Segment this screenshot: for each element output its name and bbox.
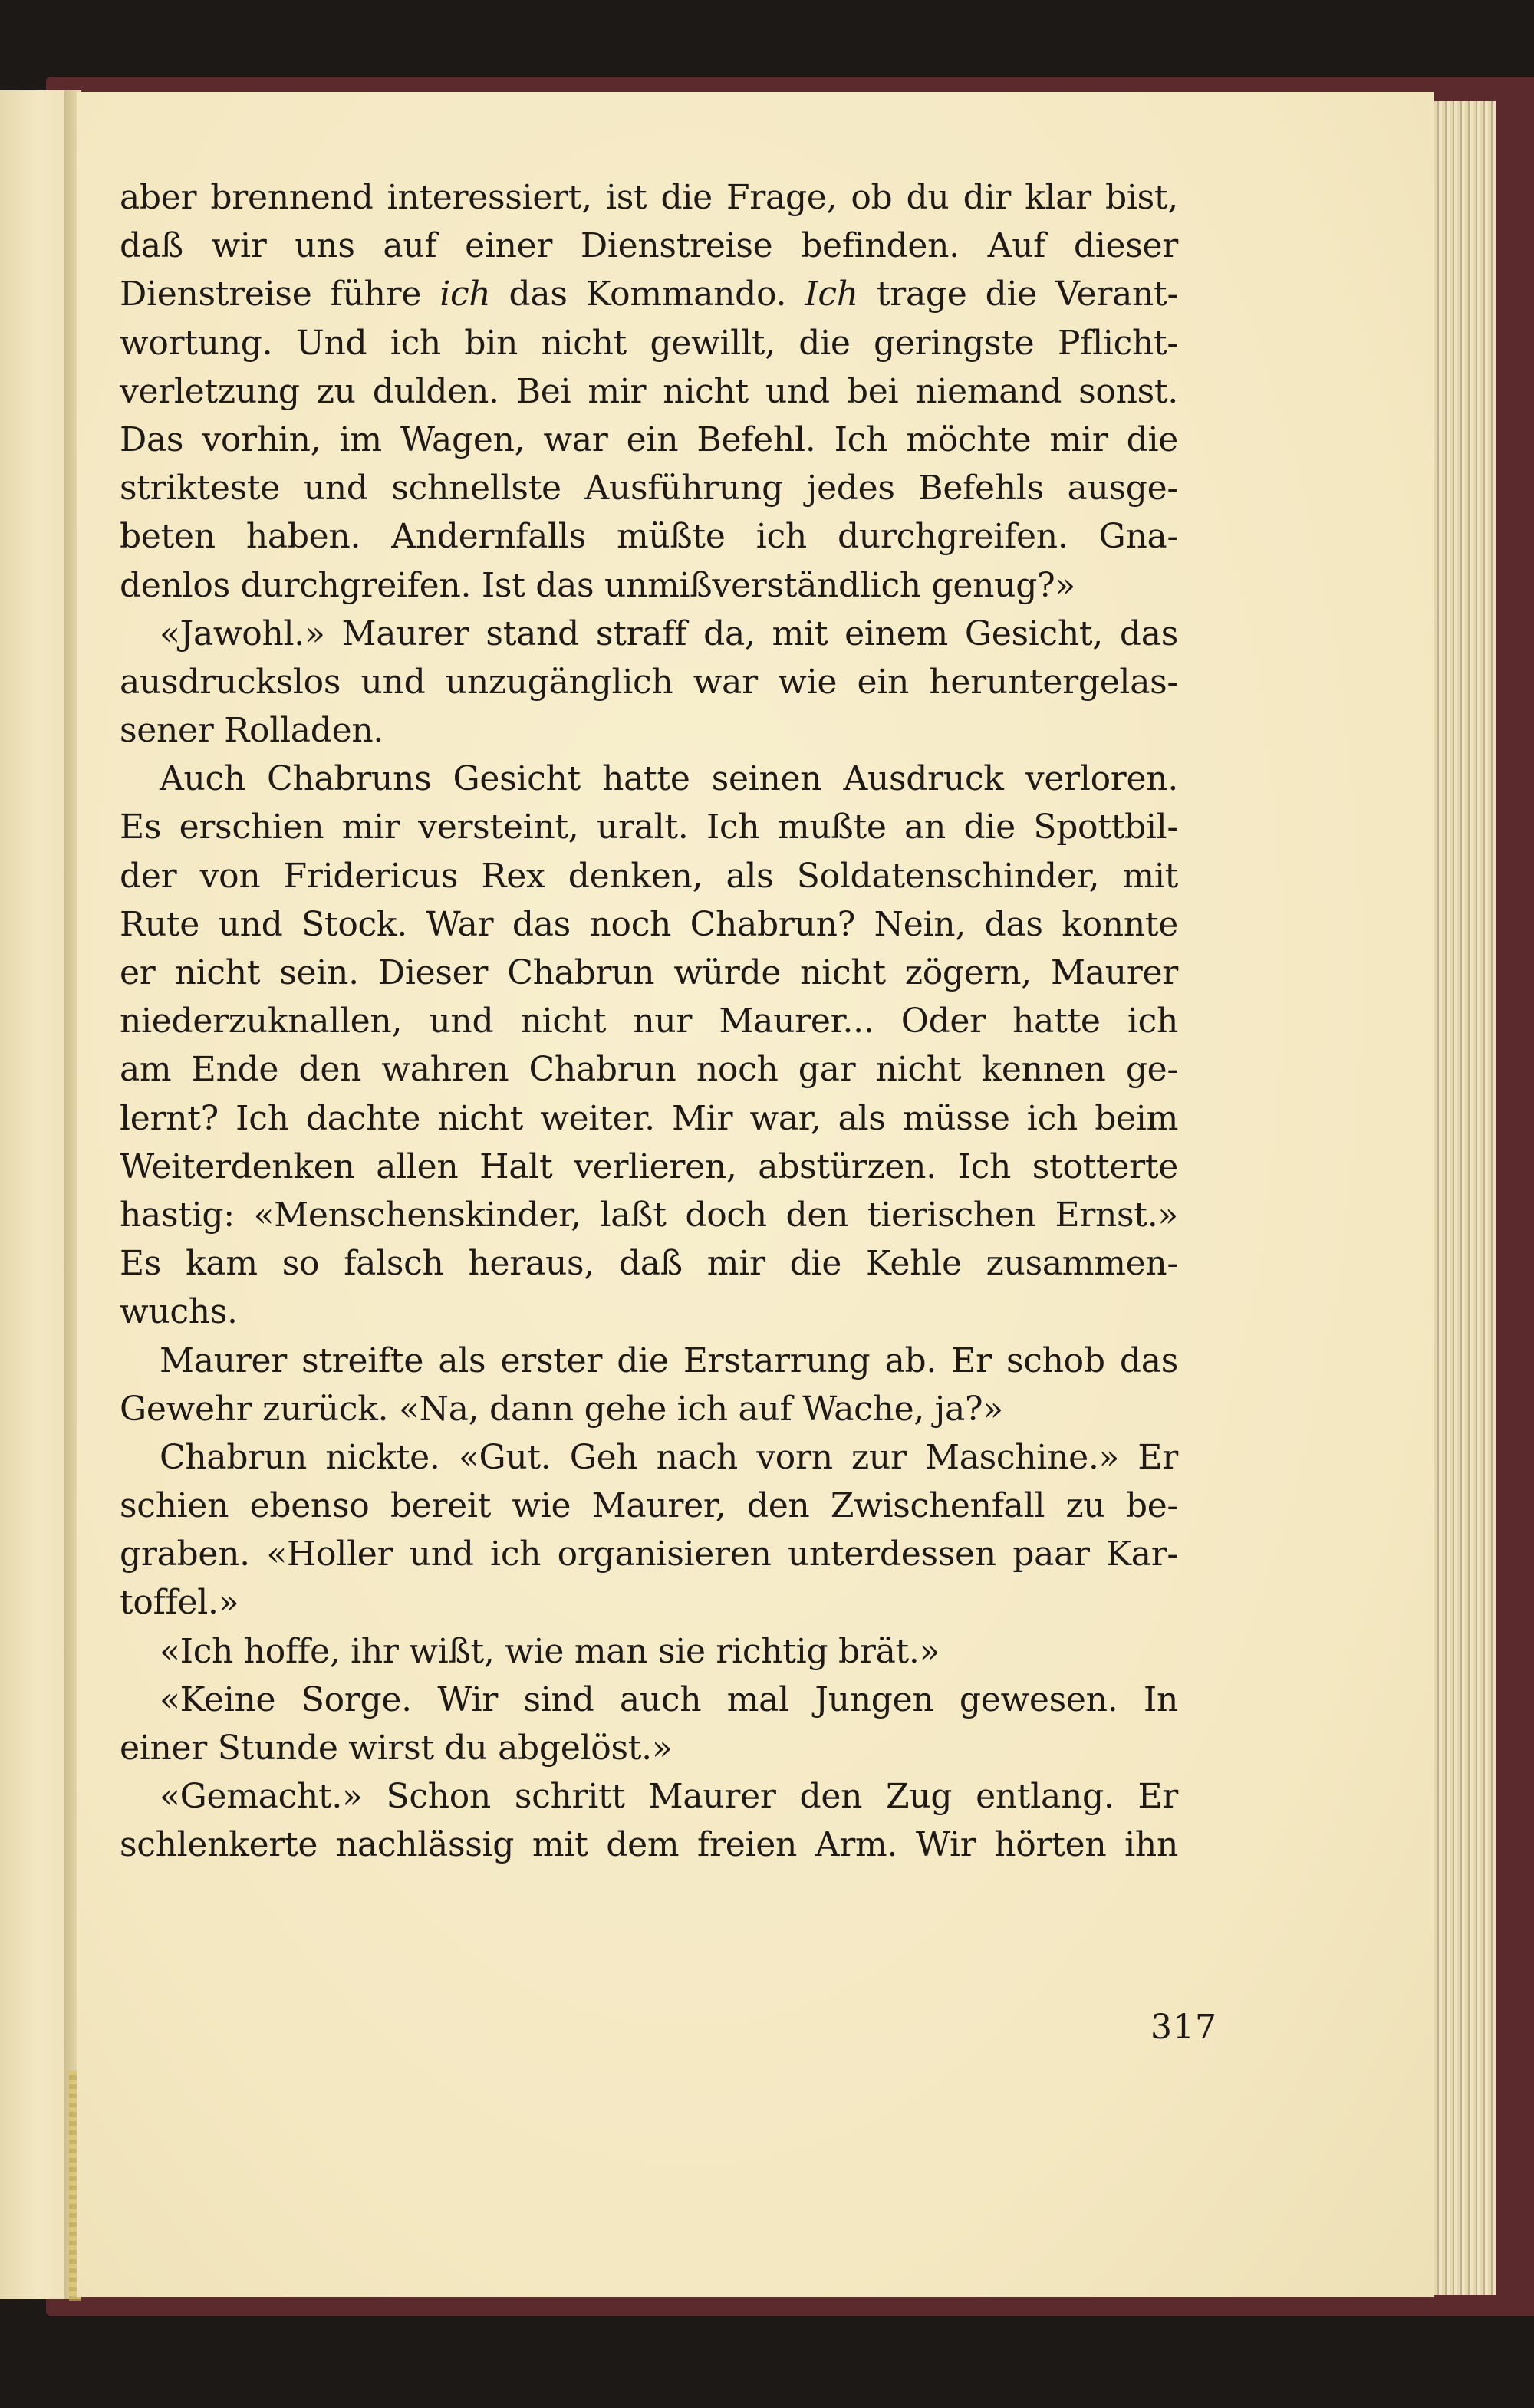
text-line: der von Fridericus Rex denken, als Soldatenschinder, mit: [120, 856, 1178, 896]
text-line: strikteste und schnellste Ausführung jedes Befehls ausge-: [120, 469, 1178, 508]
text-line: wortung. Und ich bin nicht gewillt, die geringste Pflicht-: [120, 323, 1178, 363]
text-line: Es erschien mir versteint, uralt. Ich mußte an die Spottbil-: [120, 808, 1178, 847]
text-line: toffel.»: [120, 1583, 239, 1623]
text-line: «Ich hoffe, ihr wißt, wie man sie richtig brät.»: [160, 1631, 940, 1671]
text-line: sener Rolladen.: [120, 711, 384, 751]
text-line: Rute und Stock. War das noch Chabrun? Nein, das konnte: [120, 904, 1178, 944]
text-line: Weiterdenken allen Halt verlieren, abstürzen. Ich stotterte: [120, 1146, 1178, 1186]
text-line: einer Stunde wirst du abgelöst.»: [120, 1729, 673, 1768]
text-line: aber brennend interessiert, ist die Frage, ob du dir klar bist,: [120, 178, 1178, 217]
emphasis-text: Ich: [805, 275, 858, 314]
text-line: graben. «Holler und ich organisieren unterdessen paar Kar-: [120, 1535, 1178, 1574]
text-run: Dienstreise führe: [120, 275, 440, 314]
text-line: «Gemacht.» Schon schritt Maurer den Zug entlang. Er: [160, 1777, 1178, 1817]
text-line: Maurer streifte als erster die Erstarrung ab. Er schob das: [160, 1341, 1178, 1380]
text-line: verletzung zu dulden. Bei mir nicht und bei niemand sonst.: [120, 371, 1178, 411]
text-line: «Jawohl.» Maurer stand straff da, mit einem Gesicht, das: [160, 614, 1178, 653]
text-line: Es kam so falsch heraus, daß mir die Kehle zusammen-: [120, 1244, 1178, 1284]
page-number: 317: [1150, 2008, 1217, 2047]
previous-page-edge: [0, 90, 71, 2299]
page-body-text: [120, 173, 1178, 1870]
text-line: schlenkerte nachlässig mit dem freien Arm. Wir hörten ihn: [120, 1825, 1178, 1865]
text-line: ausdruckslos und unzugänglich war wie ein heruntergelas-: [120, 662, 1178, 702]
text-line: Das vorhin, im Wagen, war ein Befehl. Ich möchte mir die: [120, 419, 1178, 459]
text-line: Auch Chabruns Gesicht hatte seinen Ausdruck verloren.: [160, 759, 1178, 799]
text-line: niederzuknallen, und nicht nur Maurer... Oder hatte ich: [120, 1002, 1178, 1041]
text-line: er nicht sein. Dieser Chabrun würde nicht zögern, Maurer: [120, 953, 1178, 992]
text-line: schien ebenso bereit wie Maurer, den Zwischenfall zu be-: [120, 1486, 1178, 1526]
text-line: hastig: «Menschenskinder, laßt doch den tierischen Ernst.»: [120, 1195, 1178, 1235]
text-line: am Ende den wahren Chabrun noch gar nicht kennen ge-: [120, 1050, 1178, 1090]
text-line: beten haben. Andernfalls müßte ich durchgreifen. Gna-: [120, 517, 1178, 557]
text-run: trage die Verant-: [858, 275, 1179, 314]
text-line: lernt? Ich dachte nicht weiter. Mir war, als müsse ich beim: [120, 1098, 1178, 1138]
text-line: Chabrun nickte. «Gut. Geh nach vorn zur Maschine.» Er: [160, 1437, 1178, 1477]
text-line: wuchs.: [120, 1292, 238, 1332]
text-line: «Keine Sorge. Wir sind auch mal Jungen gewesen. In: [160, 1679, 1178, 1719]
text-line: denlos durchgreifen. Ist das unmißverständlich genug?»: [120, 565, 1075, 605]
text-run: das Kommando.: [490, 275, 805, 314]
text-line: Gewehr zurück. «Na, dann gehe ich auf Wache, ja?»: [120, 1389, 1003, 1429]
text-line: daß wir uns auf einer Dienstreise befinden. Auf dieser: [120, 226, 1178, 266]
text-line: [120, 270, 1178, 318]
emphasis-text: ich: [439, 275, 491, 314]
